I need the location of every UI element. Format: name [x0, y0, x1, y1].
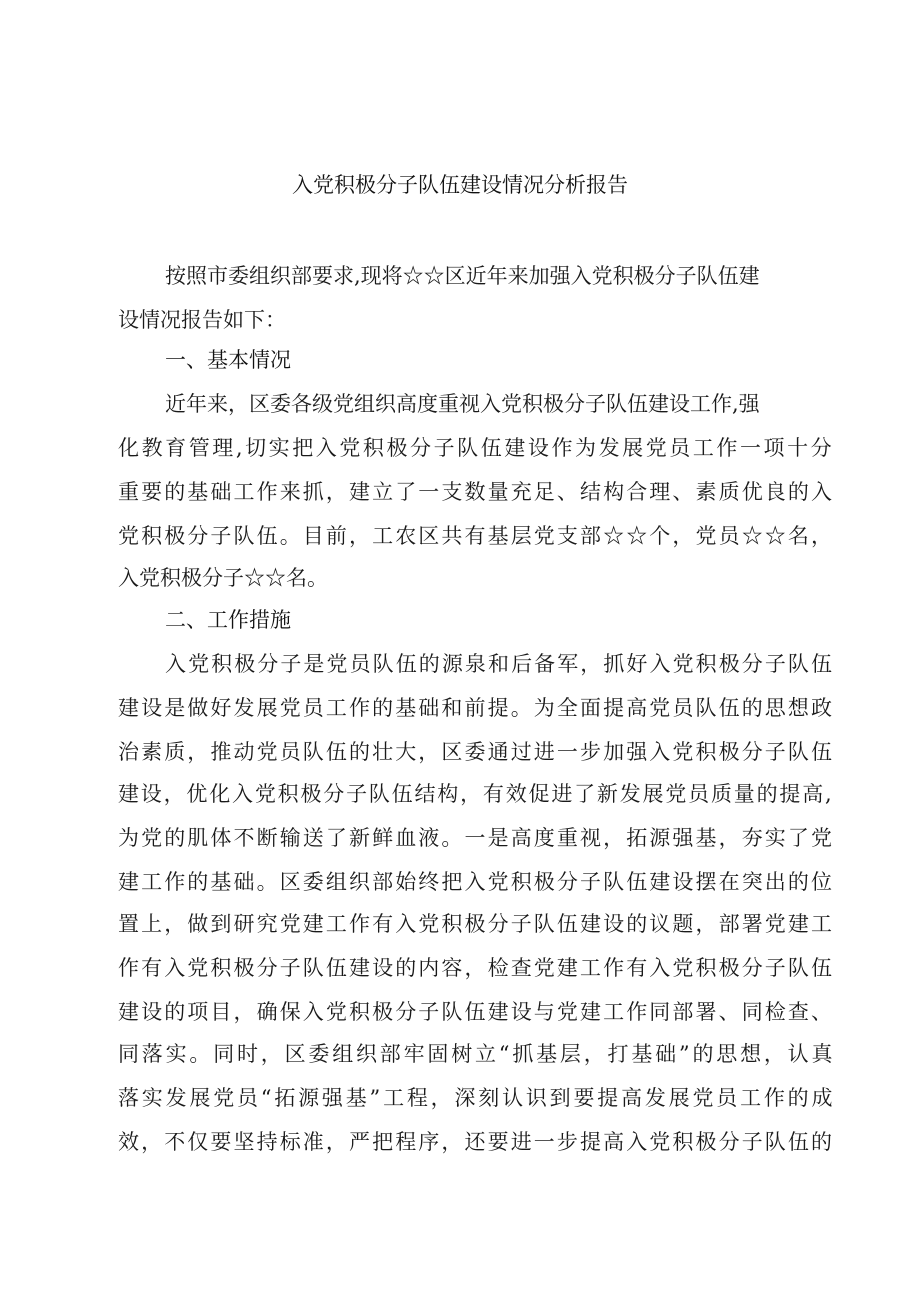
paragraph-line: 化教育管理,切实把入党积极分子队伍建设作为发展党员工作一项十分 — [118, 436, 835, 460]
document-title: 入党积极分子队伍建设情况分析报告 — [292, 173, 628, 197]
intro-line: 设情况报告如下： — [118, 308, 286, 332]
section-heading: 一、基本情况 — [165, 348, 291, 372]
intro-line: 按照市委组织部要求,现将☆☆区近年来加强入党积极分子队伍建 — [165, 264, 760, 288]
paragraph-line: 入党积极分子是党员队伍的源泉和后备军，抓好入党积极分子队伍 — [165, 652, 835, 676]
paragraph-line: 建设是做好发展党员工作的基础和前提。为全面提高党员队伍的思想政 — [118, 696, 835, 720]
paragraph-line: 作有入党积极分子队伍建设的内容，检查党建工作有入党积极分子队伍 — [118, 956, 835, 980]
paragraph-line: 为党的肌体不断输送了新鲜血液。一是高度重视，拓源强基，夯实了党 — [118, 826, 835, 850]
paragraph-line: 近年来，区委各级党组织高度重视入党积极分子队伍建设工作,强 — [165, 392, 760, 416]
paragraph-line: 治素质，推动党员队伍的壮大，区委通过进一步加强入党积极分子队伍 — [118, 740, 835, 764]
paragraph-line: 落实发展党员“拓源强基”工程，深刻认识到要提高发展党员工作的成 — [118, 1086, 836, 1110]
paragraph-line: 置上，做到研究党建工作有入党积极分子队伍建设的议题，部署党建工 — [118, 912, 835, 936]
section-heading: 二、工作措施 — [165, 608, 291, 632]
paragraph-line: 效，不仅要坚持标准，严把程序，还要进一步提高入党积极分子队伍的 — [118, 1130, 835, 1154]
paragraph-line: 党积极分子队伍。目前，工农区共有基层党支部☆☆个，党员☆☆名， — [118, 524, 835, 548]
paragraph-line: 建工作的基础。区委组织部始终把入党积极分子队伍建设摆在突出的位 — [118, 870, 835, 894]
paragraph-line: 重要的基础工作来抓，建立了一支数量充足、结构合理、素质优良的入 — [118, 480, 835, 504]
paragraph-line: 建设的项目，确保入党积极分子队伍建设与党建工作同部署、同检查、 — [118, 1000, 835, 1024]
paragraph-line: 入党积极分子☆☆名。 — [118, 566, 328, 590]
paragraph-line: 同落实。同时，区委组织部牢固树立“抓基层，打基础”的思想，认真 — [118, 1042, 836, 1066]
paragraph-line: 建设，优化入党积极分子队伍结构，有效促进了新发展党员质量的提高, — [118, 782, 834, 806]
